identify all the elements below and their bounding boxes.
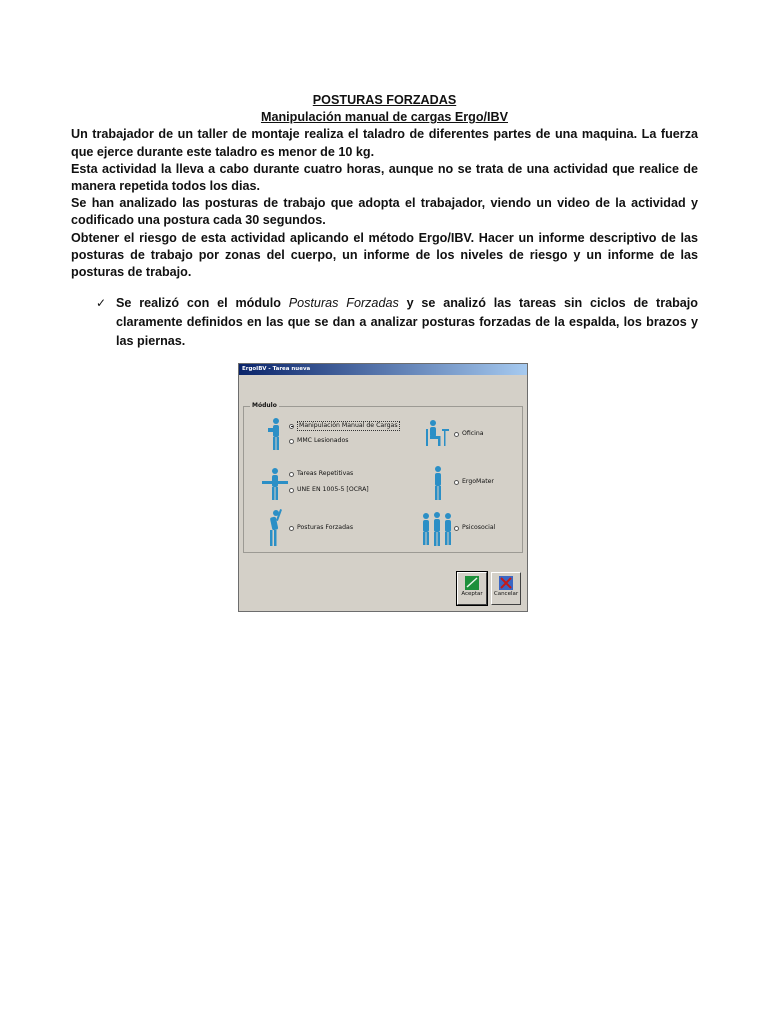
document-title: POSTURAS FORZADAS bbox=[312, 93, 457, 107]
paragraph-1: Un trabajador de un taller de montaje realiza el taladro de diferentes partes de una maquina. La fuerza que ejerce durante este taladro es menor de 10 kg. bbox=[71, 127, 698, 159]
option-posturas-forzadas[interactable]: Posturas Forzadas bbox=[289, 524, 353, 532]
document-subtitle: Manipulación manual de cargas Ergo/IBV bbox=[260, 110, 509, 125]
repetitive-task-icon bbox=[262, 467, 288, 501]
psychosocial-group-icon bbox=[420, 511, 454, 547]
radio-mmc[interactable] bbox=[289, 424, 294, 429]
module-group bbox=[243, 402, 523, 553]
paragraph-4: Obtener el riesgo de esta actividad aplicando el método Ergo/IBV. Hacer un informe descriptivo de las posturas de trabajo por zonas del cuerpo, un informe de los niveles de riesgo y un informe de las posturas de trabajo. bbox=[71, 230, 698, 280]
checkmark-icon bbox=[465, 576, 479, 590]
bullet-text: Se realizó con el módulo Posturas Forzadas y se analizó las tareas sin ciclos de trabajo claramente definidos en las que se dan a analizar posturas forzadas de la espalda, los brazos y las piernas. bbox=[116, 296, 698, 348]
checkmark-icon: ✓ bbox=[96, 296, 107, 310]
radio-psicosocial[interactable] bbox=[454, 526, 459, 531]
option-psicosocial[interactable]: Psicosocial bbox=[454, 524, 495, 532]
radio-mmc-lesionados[interactable] bbox=[289, 439, 294, 444]
dialog-titlebar: ErgoIBV - Tarea nueva bbox=[239, 364, 527, 375]
radio-ocra[interactable] bbox=[289, 488, 294, 493]
standing-worker-icon bbox=[432, 465, 444, 501]
paragraph-2: Esta actividad la lleva a cabo durante cuatro horas, aunque no se trata de una actividad que realice de manera repetida todos los dias. bbox=[71, 161, 698, 194]
option-mmc[interactable]: Manipulación Manual de Cargas bbox=[289, 421, 400, 431]
module-name-emphasis: Posturas Forzadas bbox=[288, 296, 399, 310]
document-body bbox=[71, 92, 698, 281]
radio-tareas-repetitivas[interactable] bbox=[289, 472, 294, 477]
module-group-label: Módulo bbox=[252, 402, 277, 409]
option-ocra[interactable]: UNE EN 1005-5 [OCRA] bbox=[289, 486, 369, 494]
option-tareas-repetitivas[interactable]: Tareas Repetitivas bbox=[289, 470, 353, 478]
cancel-button[interactable]: Cancelar bbox=[491, 572, 521, 605]
radio-posturas-forzadas[interactable] bbox=[289, 526, 294, 531]
office-worker-icon bbox=[424, 419, 450, 447]
bullet-item bbox=[96, 294, 698, 351]
ergoibv-dialog bbox=[238, 363, 528, 612]
radio-oficina[interactable] bbox=[454, 432, 459, 437]
forced-posture-icon bbox=[266, 509, 282, 547]
option-mmc-lesionados[interactable]: MMC Lesionados bbox=[289, 437, 349, 445]
radio-ergomater[interactable] bbox=[454, 480, 459, 485]
lifting-worker-icon bbox=[268, 417, 284, 451]
accept-button[interactable]: Aceptar bbox=[457, 572, 487, 605]
option-oficina[interactable]: Oficina bbox=[454, 430, 484, 438]
cancel-icon bbox=[499, 576, 513, 590]
paragraph-3: Se han analizado las posturas de trabajo que adopta el trabajador, viendo un video de la actividad y codificado una postura cada 30 segundos. bbox=[71, 196, 698, 228]
option-ergomater[interactable]: ErgoMater bbox=[454, 478, 494, 486]
